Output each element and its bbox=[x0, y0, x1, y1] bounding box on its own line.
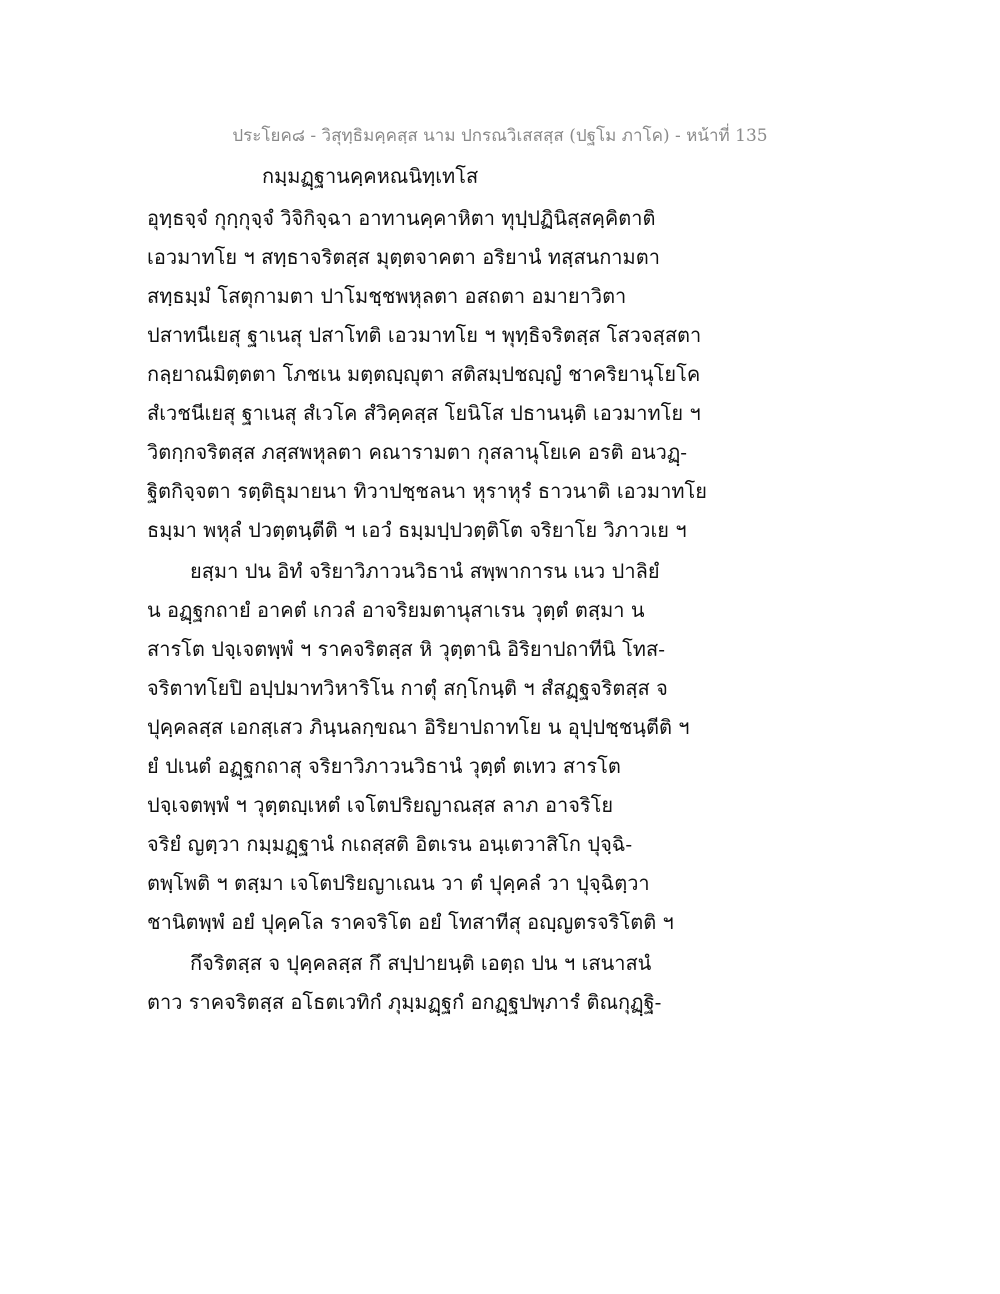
text-line: ชานิตพฺพํ อยํ ปุคฺคโล ราคจริโต อยํ โทสาทีสุ อญฺญตรจริโตติ ฯ bbox=[147, 910, 674, 934]
text-line: ยํ ปเนตํ อฏฺฐกถาสุ จริยาวิภาวนวิธานํ วุตฺตํ ตเทว สารโต bbox=[147, 754, 621, 778]
section-heading: กมฺมฏฺฐานคฺคหณนิทฺเทโส bbox=[262, 164, 479, 188]
text-line: จริตาทโยปิ อปฺปมาทวิหาริโน กาตุํ สกฺโกนฺติ ฯ สํสฏฺฐจริตสฺส จ bbox=[147, 676, 668, 700]
text-line: ปุคฺคลสฺส เอกสฺเสว ภินฺนลกฺขณา อิริยาปถาทโย น อุปฺปชฺชนฺตีติ ฯ bbox=[147, 715, 690, 739]
text-line: เอวมาทโย ฯ สทฺธาจริตสฺส มุตฺตจาคตา อริยานํ ทสฺสนกามตา bbox=[147, 245, 660, 269]
text-line: ปสาทนีเยสุ ฐาเนสุ ปสาโทติ เอวมาทโย ฯ พุทฺธิจริตสฺส โสวจสฺสตา bbox=[147, 323, 702, 347]
text-line: ธมฺมา พหุลํ ปวตฺตนฺตีติ ฯ เอวํ ธมฺมปฺปวตฺติโต จริยาโย วิภาวเย ฯ bbox=[147, 518, 687, 542]
text-line: ฐิตกิจฺจตา รตฺติธุมายนา ทิวาปชฺชลนา หุราหุรํ ธาวนาติ เอวมาทโย bbox=[147, 479, 707, 503]
text-line: สทฺธมฺมํ โสตุกามตา ปาโมชฺชพหุลตา อสถตา อมายาวิตา bbox=[147, 284, 627, 308]
text-line: สารโต ปจฺเจตพฺพํ ฯ ราคจริตสฺส หิ วุตฺตานิ อิริยาปถาทีนิ โทส- bbox=[147, 637, 665, 661]
text-line: ปจฺเจตพฺพํ ฯ วุตฺตญฺเหตํ เจโตปริยญาณสฺส ลาภ อาจริโย bbox=[147, 793, 614, 817]
paragraph-start-line: กึจริตสฺส จ ปุคฺคลสฺส กึ สปฺปายนฺติ เอตฺถ ปน ฯ เสนาสนํ bbox=[190, 951, 652, 975]
text-line: ตาว ราคจริตสฺส อโธตเวทิกํ ภุมฺมฏฺฐกํ อกฏฺฐปพฺภารํ ติณกุฏฺฐิ- bbox=[147, 990, 662, 1014]
text-line: อุทฺธจฺจํ กุกฺกุจฺจํ วิจิกิจฺฉา อาทานคฺคาหิตา ทุปฺปฏินิสฺสคฺคิตาติ bbox=[147, 206, 656, 230]
paragraph-start-line: ยสฺมา ปน อิทํ จริยาวิภาวนวิธานํ สพฺพาการน เนว ปาลิยํ bbox=[190, 559, 660, 583]
text-line: วิตกฺกจริตสฺส ภสฺสพหุลตา คณารามตา กุสลานุโยเค อรติ อนวฏฺ- bbox=[147, 440, 688, 464]
text-line: จริยํ ญตฺวา กมฺมฏฺฐานํ กเถสฺสติ อิตเรน อนฺเตวาสิโก ปุจฺฉิ- bbox=[147, 832, 633, 856]
text-line: สํเวชนีเยสุ ฐาเนสุ สํเวโค สํวิคฺคสฺส โยนิโส ปธานนฺติ เอวมาทโย ฯ bbox=[147, 401, 701, 425]
text-line: ตพฺโพติ ฯ ตสฺมา เจโตปริยญาเณน วา ตํ ปุคฺคลํ วา ปุจฺฉิตฺวา bbox=[147, 871, 650, 895]
running-header: ประโยค๘ - วิสุทฺธิมคฺคสฺส นาม ปกรณวิเสสสฺส (ปฐโม ภาโค) - หน้าที่ 135 bbox=[232, 126, 768, 146]
text-line: กลฺยาณมิตฺตตา โภชเน มตฺตญฺญุตา สติสมฺปชญฺญํ ชาคริยานุโยโค bbox=[147, 362, 701, 386]
text-line: น อฏฺฐกถายํ อาคตํ เกวลํ อาจริยมตานุสาเรน วุตฺตํ ตสฺมา น bbox=[147, 598, 645, 622]
